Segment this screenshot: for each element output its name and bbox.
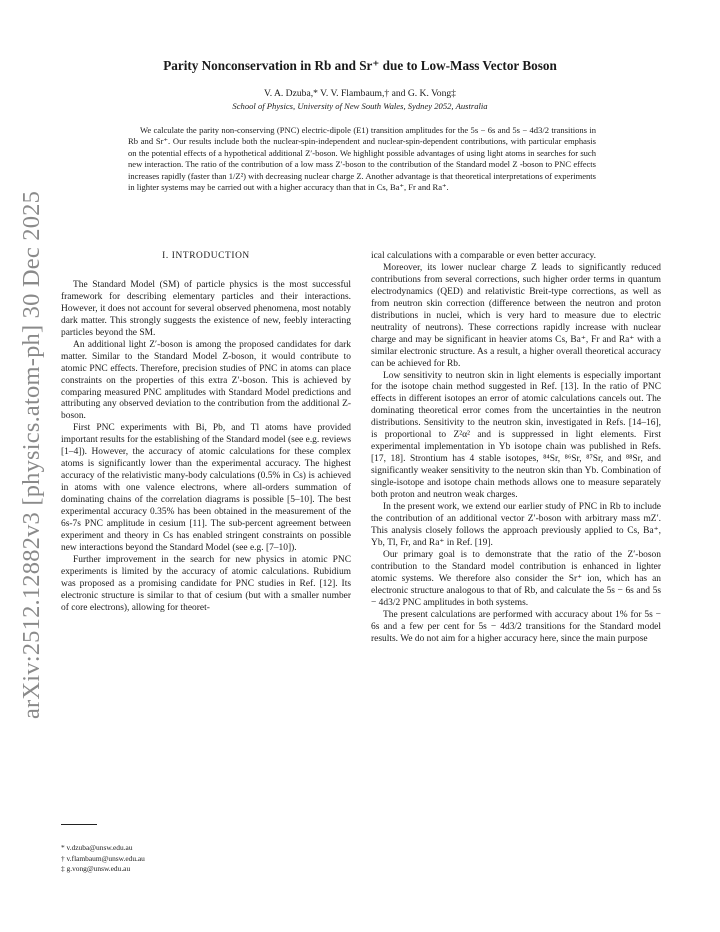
- right-column: [371, 251, 661, 645]
- footnote-divider: [61, 824, 97, 825]
- intro-paragraph-4: Further improvement in the search for new physics in atomic PNC experiments is limited by the accuracy of atomic calculations. Rubidium was proposed as a promising candidate for PNC studies in Ref. [12]. Its electronic structure is similar to that of cesium (but with a smaller number of core electrons), allowing for theoret-: [61, 554, 351, 613]
- footnote-email-flambaum: † v.flambaum@unsw.edu.au: [61, 853, 145, 863]
- left-column: [61, 251, 351, 615]
- intro-paragraph-7: In the present work, we extend our earlier study of PNC in Rb to include the contribution of an additional vector Z′-boson with arbitrary mass mZ′. This analysis closely follows the approach previously applied to Cs, Ba⁺, Yb, Tl, Fr, and Ra⁺ in Ref. [19].: [371, 502, 661, 548]
- footnote-email-vong: ‡ g.vong@unsw.edu.au: [61, 864, 131, 874]
- intro-paragraph-8: Our primary goal is to demonstrate that the ratio of the Z′-boson contribution to the Standard model contribution is enhanced in lighter atomic systems. We therefore also consider the Sr⁺ ion, which has an electronic structure analogous to that of Rb, and calculate the 5s − 6s and 5s − 4d3/2 PNC amplitudes in both systems.: [371, 549, 661, 608]
- arxiv-identifier-stamp: [14, 190, 50, 720]
- author-list: V. A. Dzuba,* V. V. Flambaum,† and G. K. Vong‡: [264, 88, 456, 99]
- footnotes: [61, 843, 351, 875]
- intro-paragraph-continued: ical calculations with a comparable or even better accuracy.: [371, 251, 596, 261]
- intro-paragraph-9: The present calculations are performed with accuracy about 1% for 5s − 6s and a few per cent for 5s − 4d3/2 transitions for the Standard model results. We do not aim for a higher accuracy here, since the main purpose: [371, 609, 661, 644]
- author-affiliation: School of Physics, University of New South Wales, Sydney 2052, Australia: [232, 101, 488, 111]
- intro-paragraph-6: Low sensitivity to neutron skin in light elements is especially important for the isotope chain method suggested in Ref. [13]. In the ratio of PNC effects in different isotopes an error of atomic calculations cancels out. The dominating theoretical error comes from the uncertainties in the neutron distributions. Sensitivity to the neutron skin, investigated in Refs. [14–16], is proportional to Z²α² and is suppressed in light elements. First experimental implementation in Yb isotope chain was published in Refs. [17, 18]. Strontium has 4 stable isotopes, ⁸⁴Sr, ⁸⁶Sr, ⁸⁷Sr, and ⁸⁸Sr, and significantly weaker sensitivity to the neutron skin than Yb. Combination of single-isotope and isotope chain methods allows one to measure separately both proton and neutron weak charges.: [371, 370, 661, 501]
- intro-paragraph-1: The Standard Model (SM) of particle physics is the most successful framework for describing elementary particles and their interactions. However, it does not account for several observed phenomena, most notably dark matter. This strongly suggests the existence of new, feebly interacting particles beyond the SM.: [61, 279, 351, 338]
- abstract: We calculate the parity non-conserving (PNC) electric-dipole (E1) transition amplitudes for the 5s − 6s and 5s − 4d3/2 transitions in Rb and Sr⁺. Our results include both the nuclear-spin-independent and nuclear-spin-dependent contributions, with particular emphasis on the potential effects of a hypothetical additional Z′-boson. We highlight possible advantages of using light atoms in searches for such new interaction. The ratio of the contribution of a low mass Z′-boson to the contribution of the Standard model Z -boson to PNC effects increases rapidly (faster than 1/Z²) with decreasing nuclear charge Z. Another advantage is that theoretical interpretations of experiments in lighter systems may be carried out with a higher accuracy than that in Cs, Ba⁺, Fr and Ra⁺.: [128, 125, 596, 193]
- footnote-email-dzuba: * v.dzuba@unsw.edu.au: [61, 843, 133, 852]
- intro-paragraph-3: First PNC experiments with Bi, Pb, and Tl atoms have provided important results for the establishing of the Standard model (see e.g. reviews [1–4]). However, the accuracy of atomic calculations for these complex atoms is significantly lower than the experimental accuracy. The highest accuracy of the relativistic many-body calculations (0.5% in Cs) is achieved in atoms with one valence electrons, where all-orders summation of dominating chains of the correlation diagrams is possible [5–10]. The best experimental accuracy 0.35% has been obtained in the measurement of the 6s-7s PNC amplitude in cesium [11]. The sub-percent agreement between experiment and theory in Cs has enabled stringent constraints on possible new interactions beyond the Standard Model (see e.g. [7–10]).: [61, 423, 351, 553]
- intro-paragraph-5: Moreover, its lower nuclear charge Z leads to significantly reduced contributions from several corrections, such higher order terms in quantum electrodynamics (QED) and relativistic Breit-type corrections, as well as from neutron skin correction (difference between the neutron and proton distributions in nuclei, which is very hard to measure due to electric neutrality of neutrons). These corrections rapidly increase with nuclear charge and may be significant in heavier atoms Cs, Ba⁺, Fr and Ra⁺ with a similar electronic structure. As a result, a higher overall theoretical accuracy can be achieved for Rb.: [371, 262, 661, 369]
- intro-paragraph-2: An additional light Z′-boson is among the proposed candidates for dark matter. Similar to the Standard Model Z-boson, it would contribute to atomic PNC effects. Therefore, precision studies of PNC in atoms can place constraints on the properties of this extra Z′-boson. This is achieved by comparing measured PNC amplitudes with Standard Model predictions and attributing any observed deviation to the contribution from the additional Z-boson.: [61, 339, 351, 422]
- paper-title: Parity Nonconservation in Rb and Sr⁺ due to Low-Mass Vector Boson: [163, 58, 557, 73]
- section-heading-introduction: I. INTRODUCTION: [162, 251, 250, 261]
- arxiv-identifier-text: arXiv:2512.12882v3 [physics.atom-ph] 30 Dec 2025: [18, 190, 46, 720]
